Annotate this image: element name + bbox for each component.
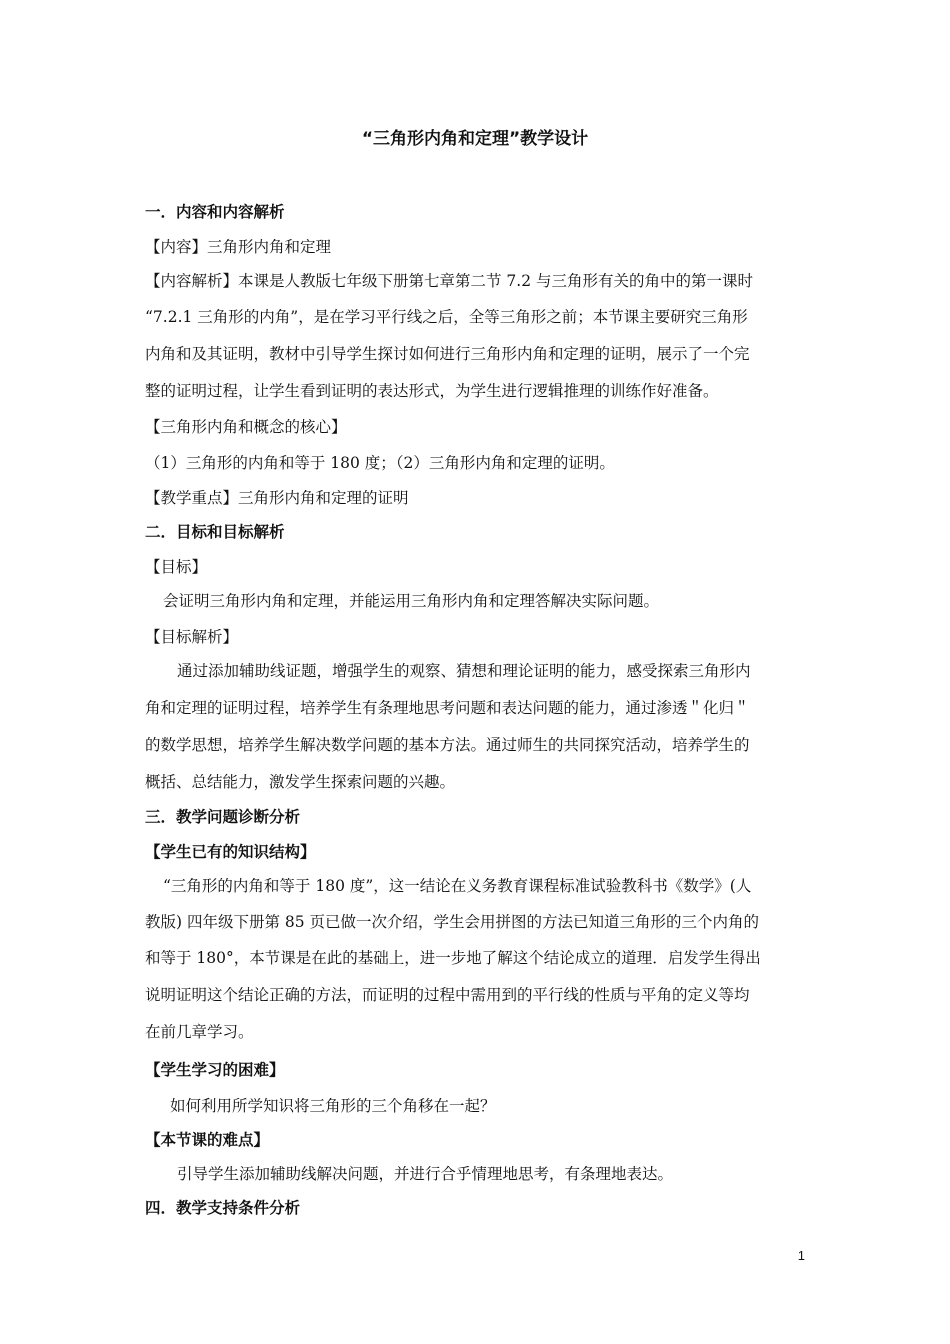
- content-analysis-line-4: 整的证明过程，让学生看到证明的表达形式，为学生进行逻辑推理的训练作好准备。: [145, 382, 719, 400]
- goal-analysis-label: 【目标解析】: [145, 628, 239, 646]
- hard-point-text: 引导学生添加辅助线解决问题，并进行合乎情理地思考，有条理地表达。: [177, 1165, 674, 1183]
- section-4-heading: 四．教学支持条件分析: [145, 1199, 301, 1217]
- core-label: 【三角形内角和概念的核心】: [145, 418, 347, 436]
- goal-analysis-line-4: 概括、总结能力，激发学生探索问题的兴趣。: [145, 773, 456, 791]
- difficulty-text: 如何利用所学知识将三角形的三个角移在一起？: [170, 1097, 496, 1115]
- known-line-1: “三角形的内角和等于 180 度”，这一结论在义务教育课程标准试验教科书《数学》(人: [163, 877, 752, 895]
- document-title: “三角形内角和定理”教学设计: [361, 129, 589, 149]
- known-line-2: 教版) 四年级下册第 85 页已做一次介绍，学生会用拼图的方法已知道三角形的三个内角的: [145, 913, 760, 931]
- known-line-4: 说明证明这个结论正确的方法，而证明的过程中需用到的平行线的性质与平角的定义等均: [145, 986, 750, 1004]
- content-analysis-line-3: 内角和及其证明，教材中引导学生探讨如何进行三角形内角和定理的证明，展示了一个完: [145, 345, 750, 363]
- content-line: 【内容】三角形内角和定理: [145, 238, 332, 256]
- goal-analysis-line-2: 角和定理的证明过程，培养学生有条理地思考问题和表达问题的能力，通过渗透＂化归＂: [145, 699, 750, 717]
- core-text: （1）三角形的内角和等于 180 度；（2）三角形内角和定理的证明。: [145, 454, 615, 472]
- goal-analysis-line-3: 的数学思想，培养学生解决数学问题的基本方法。通过师生的共同探究活动，培养学生的: [145, 736, 750, 754]
- content-analysis-line-2: “7.2.1 三角形的内角”，是在学习平行线之后，全等三角形之前；本节课主要研究三角形: [145, 308, 748, 326]
- goal-label: 【目标】: [145, 558, 208, 576]
- section-3-heading: 三．教学问题诊断分析: [145, 808, 301, 826]
- section-1-heading: 一．内容和内容解析: [145, 203, 285, 221]
- known-knowledge-label: 【学生已有的知识结构】: [145, 843, 316, 861]
- goal-analysis-line-1: 通过添加辅助线证题，增强学生的观察、猜想和理论证明的能力，感受探索三角形内: [177, 662, 751, 680]
- known-line-5: 在前几章学习。: [145, 1023, 254, 1041]
- page-number: 1: [797, 1248, 805, 1263]
- section-2-heading: 二．目标和目标解析: [145, 523, 285, 541]
- difficulty-label: 【学生学习的困难】: [145, 1061, 285, 1079]
- content-analysis-line-1: 【内容解析】本课是人教版七年级下册第七章第二节 7.2 与三角形有关的角中的第一课时: [145, 272, 754, 290]
- goal-text: 会证明三角形内角和定理，并能运用三角形内角和定理答解决实际问题。: [163, 592, 660, 610]
- known-line-3: 和等于 180°，本节课是在此的基础上，进一步地了解这个结论成立的道理．启发学生得出: [145, 949, 761, 967]
- hard-point-label: 【本节课的难点】: [145, 1131, 270, 1149]
- teaching-key: 【教学重点】三角形内角和定理的证明: [145, 489, 409, 507]
